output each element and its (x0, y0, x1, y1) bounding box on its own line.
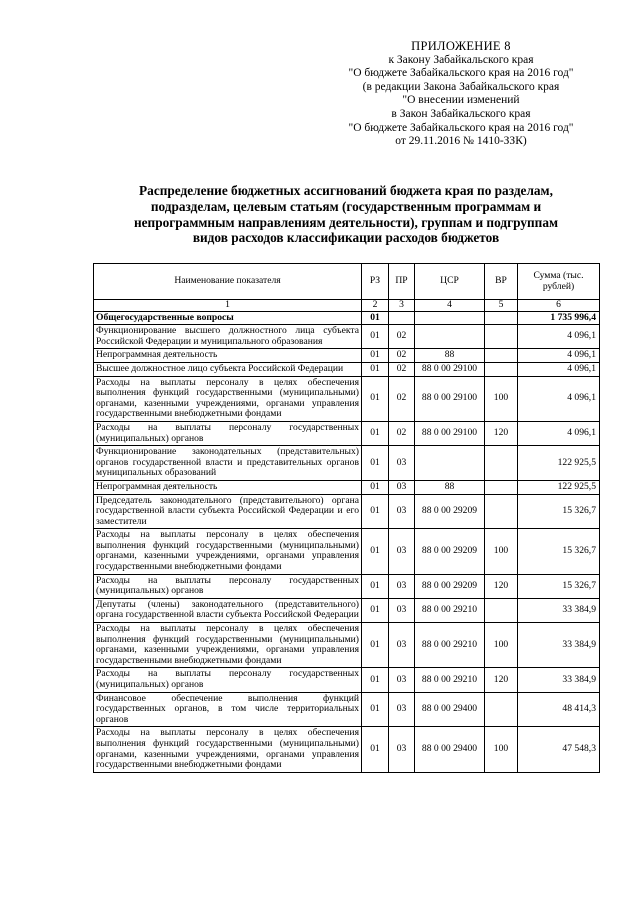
cell-vr (485, 692, 518, 727)
header-vr: ВР (485, 264, 518, 300)
cell-pr: 03 (389, 494, 415, 529)
annex-line: "О внесении изменений (402, 94, 520, 107)
cell-vr: 100 (485, 529, 518, 574)
cell-sum: 48 414,3 (518, 692, 600, 727)
cell-name: Высшее должностное лицо субъекта Российской Федерации (94, 362, 362, 376)
cell-sum: 122 925,5 (518, 446, 600, 481)
table-row (94, 349, 600, 363)
title-line: Распределение бюджетных ассигнований бюджета края по разделам, (139, 183, 553, 198)
cell-pr: 03 (389, 668, 415, 692)
table-body (94, 311, 600, 772)
cell-name: Расходы на выплаты персоналу в целях обеспечения выполнения функций государственными (муниципальными) органами, казенными учреждениями, органами управления государственными внебюджетными фондами (94, 623, 362, 668)
column-number: 4 (415, 300, 485, 312)
table-row (94, 692, 600, 727)
cell-pr: 02 (389, 421, 415, 445)
cell-vr: 120 (485, 574, 518, 598)
cell-rz: 01 (362, 668, 389, 692)
cell-name: Непрограммная деятельность (94, 349, 362, 363)
cell-rz: 01 (362, 494, 389, 529)
annex-line: "О бюджете Забайкальского края на 2016 год" (348, 121, 574, 134)
cell-csr: 88 (415, 349, 485, 363)
cell-rz: 01 (362, 446, 389, 481)
cell-csr: 88 0 00 29100 (415, 421, 485, 445)
table-row (94, 325, 600, 349)
table-row (94, 529, 600, 574)
cell-csr: 88 0 00 29210 (415, 598, 485, 622)
cell-csr: 88 0 00 29209 (415, 574, 485, 598)
cell-sum: 15 326,7 (518, 529, 600, 574)
cell-rz: 01 (362, 480, 389, 494)
table-row (94, 480, 600, 494)
cell-rz: 01 (362, 623, 389, 668)
title-line: видов расходов классификации расходов бюджетов (192, 230, 500, 246)
header-rz: РЗ (362, 264, 389, 300)
cell-rz: 01 (362, 727, 389, 772)
cell-vr (485, 311, 518, 325)
cell-rz: 01 (362, 311, 389, 325)
cell-name: Депутаты (члены) законодательного (представительного) органа государственной власти субъекта Российской Федерации (94, 598, 362, 622)
cell-pr: 03 (389, 446, 415, 481)
cell-csr (415, 311, 485, 325)
table-row (94, 421, 600, 445)
cell-name: Расходы на выплаты персоналу в целях обеспечения выполнения функций государственными (муниципальными) органами, казенными учреждениями, органами управления государственными внебюджетными фондами (94, 529, 362, 574)
annex-line: к Закону Забайкальского края (388, 53, 534, 66)
cell-pr: 03 (389, 598, 415, 622)
cell-csr: 88 0 00 29100 (415, 362, 485, 376)
cell-name: Функционирование законодательных (представительных) органов государственной власти и представительных органов муниципальных образований (94, 446, 362, 481)
table-row (94, 376, 600, 421)
cell-pr: 03 (389, 529, 415, 574)
cell-vr (485, 446, 518, 481)
cell-rz: 01 (362, 376, 389, 421)
title-line: непрограммным направлениям деятельности), группам и подгруппам (133, 214, 559, 230)
cell-pr: 02 (389, 376, 415, 421)
cell-vr (485, 325, 518, 349)
cell-sum: 15 326,7 (518, 494, 600, 529)
cell-vr: 120 (485, 421, 518, 445)
cell-sum: 33 384,9 (518, 623, 600, 668)
cell-name: Расходы на выплаты персоналу в целях обеспечения выполнения функций государственными (муниципальными) органами, казенными учреждениями, органами управления государственными внебюджетными фондами (94, 376, 362, 421)
cell-csr: 88 (415, 480, 485, 494)
cell-sum: 33 384,9 (518, 598, 600, 622)
header-name: Наименование показателя (94, 264, 362, 300)
cell-sum: 4 096,1 (518, 325, 600, 349)
column-number: 1 (94, 300, 362, 312)
cell-name: Председатель законодательного (представительного) органа государственной власти субъекта Российской Федерации и его заместители (94, 494, 362, 529)
cell-csr: 88 0 00 29100 (415, 376, 485, 421)
cell-pr: 02 (389, 325, 415, 349)
cell-vr: 100 (485, 623, 518, 668)
cell-csr: 88 0 00 29210 (415, 668, 485, 692)
cell-vr (485, 349, 518, 363)
cell-csr (415, 446, 485, 481)
budget-table (93, 263, 600, 773)
cell-name: Непрограммная деятельность (94, 480, 362, 494)
annex-line: от 29.11.2016 № 1410-ЗЗК) (395, 135, 527, 148)
cell-vr (485, 362, 518, 376)
cell-pr: 03 (389, 623, 415, 668)
cell-sum: 122 925,5 (518, 480, 600, 494)
header-csr: ЦСР (415, 264, 485, 300)
cell-pr: 02 (389, 362, 415, 376)
cell-sum: 4 096,1 (518, 362, 600, 376)
cell-sum: 4 096,1 (518, 376, 600, 421)
cell-vr (485, 480, 518, 494)
title-line: подразделам, целевым статьям (государственным программам и (150, 198, 542, 214)
column-number: 3 (389, 300, 415, 312)
header-pr: ПР (389, 264, 415, 300)
document-title (60, 183, 632, 246)
cell-csr: 88 0 00 29400 (415, 692, 485, 727)
annex-line: (в редакции Закона Забайкальского края (362, 80, 560, 93)
column-number: 6 (518, 300, 600, 312)
cell-name: Функционирование высшего должностного лица субъекта Российской Федерации и муниципального образования (94, 325, 362, 349)
annex-line: "О бюджете Забайкальского края на 2016 год" (348, 67, 574, 80)
table-row (94, 668, 600, 692)
table-row (94, 623, 600, 668)
table-row (94, 574, 600, 598)
table-row (94, 311, 600, 325)
cell-csr: 88 0 00 29209 (415, 494, 485, 529)
cell-csr: 88 0 00 29210 (415, 623, 485, 668)
cell-sum: 1 735 996,4 (518, 311, 600, 325)
cell-name: Общегосударственные вопросы (94, 311, 362, 325)
cell-pr: 03 (389, 692, 415, 727)
table-row (94, 494, 600, 529)
annex-header (296, 40, 626, 149)
cell-pr (389, 311, 415, 325)
cell-vr: 100 (485, 376, 518, 421)
cell-rz: 01 (362, 325, 389, 349)
cell-rz: 01 (362, 529, 389, 574)
column-number: 2 (362, 300, 389, 312)
cell-name: Расходы на выплаты персоналу государственных (муниципальных) органов (94, 421, 362, 445)
cell-pr: 03 (389, 574, 415, 598)
cell-sum: 4 096,1 (518, 349, 600, 363)
cell-rz: 01 (362, 362, 389, 376)
cell-vr: 120 (485, 668, 518, 692)
cell-name: Расходы на выплаты персоналу государственных (муниципальных) органов (94, 668, 362, 692)
cell-rz: 01 (362, 598, 389, 622)
cell-rz: 01 (362, 349, 389, 363)
cell-csr (415, 325, 485, 349)
cell-name: Расходы на выплаты персоналу государственных (муниципальных) органов (94, 574, 362, 598)
cell-csr: 88 0 00 29400 (415, 727, 485, 772)
cell-pr: 02 (389, 349, 415, 363)
cell-sum: 47 548,3 (518, 727, 600, 772)
cell-rz: 01 (362, 692, 389, 727)
cell-csr: 88 0 00 29209 (415, 529, 485, 574)
annex-line: в Закон Забайкальского края (391, 107, 531, 120)
cell-name: Финансовое обеспечение выполнения функций государственных органов, в том числе территориальных органов (94, 692, 362, 727)
cell-sum: 4 096,1 (518, 421, 600, 445)
cell-sum: 33 384,9 (518, 668, 600, 692)
cell-vr: 100 (485, 727, 518, 772)
table-row (94, 446, 600, 481)
annex-title: ПРИЛОЖЕНИЕ 8 (411, 39, 511, 53)
cell-rz: 01 (362, 421, 389, 445)
cell-vr (485, 598, 518, 622)
cell-sum: 15 326,7 (518, 574, 600, 598)
cell-name: Расходы на выплаты персоналу в целях обеспечения выполнения функций государственными (муниципальными) органами, казенными учреждениями, органами управления государственными внебюджетными фондами (94, 727, 362, 772)
column-number: 5 (485, 300, 518, 312)
table-row (94, 362, 600, 376)
cell-vr (485, 494, 518, 529)
table-row (94, 598, 600, 622)
cell-rz: 01 (362, 574, 389, 598)
header-row (94, 264, 600, 300)
header-sum: Сумма (тыс. рублей) (518, 264, 600, 300)
table-row (94, 727, 600, 772)
cell-pr: 03 (389, 480, 415, 494)
cell-pr: 03 (389, 727, 415, 772)
column-number-row (94, 300, 600, 312)
